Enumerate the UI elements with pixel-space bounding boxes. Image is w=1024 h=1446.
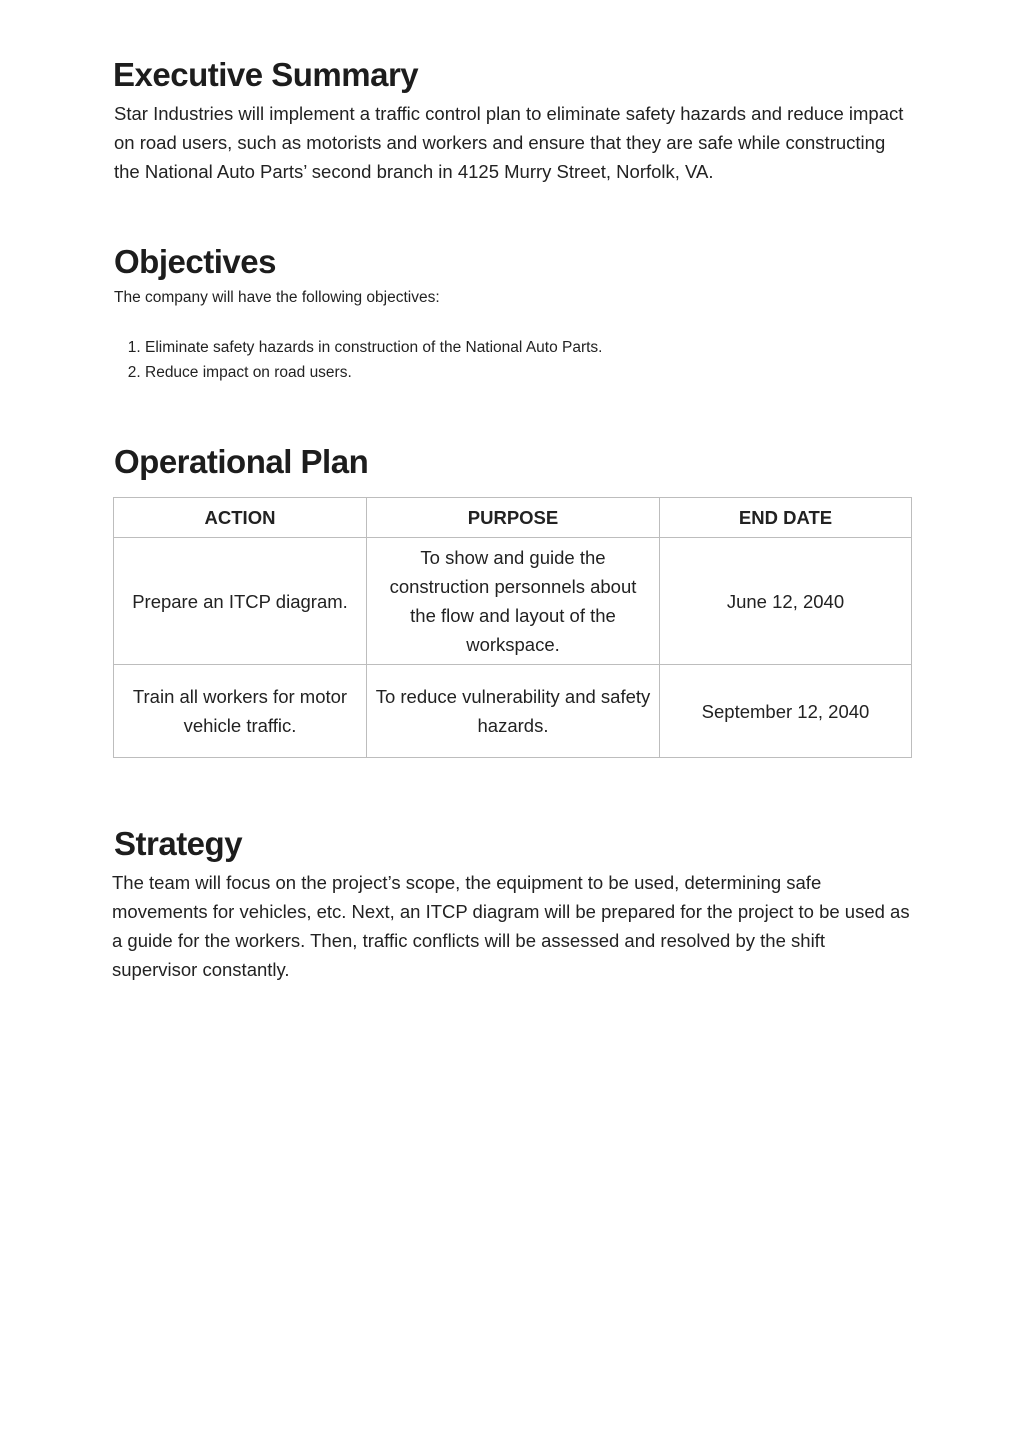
table-cell-purpose: To reduce vulnerability and safety hazards. <box>367 665 660 758</box>
objectives-intro: The company will have the following objectives: <box>114 289 440 306</box>
strategy-heading: Strategy <box>114 825 243 862</box>
column-header-action: ACTION <box>114 498 367 538</box>
table-cell-end-date: June 12, 2040 <box>660 538 912 665</box>
table-cell-purpose: To show and guide the construction personnels about the flow and layout of the workspace. <box>367 538 660 665</box>
strategy-section <box>112 824 912 984</box>
strategy-body: The team will focus on the project’s scope, the equipment to be used, determining safe movements for vehicles, etc. Next, an ITCP diagram will be prepared for the project to be used as a guide for the workers. Then, traffic conflicts will be assessed and resolved by the shift supervisor constantly. <box>112 872 910 980</box>
column-header-purpose: PURPOSE <box>367 498 660 538</box>
objectives-list <box>114 335 912 385</box>
executive-summary-section <box>113 55 911 186</box>
table-row <box>114 665 912 758</box>
list-item: 2. Reduce impact on road users. <box>145 360 912 385</box>
table-cell-action: Prepare an ITCP diagram. <box>114 538 367 665</box>
table-cell-action: Train all workers for motor vehicle traffic. <box>114 665 367 758</box>
objectives-section <box>114 242 912 385</box>
table-header-row <box>114 498 912 538</box>
executive-summary-heading: Executive Summary <box>113 56 419 93</box>
table-row <box>114 538 912 665</box>
operational-plan-heading: Operational Plan <box>114 443 369 480</box>
table-cell-end-date: September 12, 2040 <box>660 665 912 758</box>
operational-plan-section <box>113 442 911 758</box>
objectives-heading: Objectives <box>114 243 276 280</box>
executive-summary-body: Star Industries will implement a traffic control plan to eliminate safety hazards and reduce impact on road users, such as motorists and workers and ensure that they are safe while constructing the National Auto Parts’ second branch in 4125 Murry Street, Norfolk, VA. <box>114 103 904 182</box>
list-item: 1. Eliminate safety hazards in construction of the National Auto Parts. <box>145 335 912 360</box>
column-header-end-date: END DATE <box>660 498 912 538</box>
operational-plan-table <box>113 497 912 758</box>
